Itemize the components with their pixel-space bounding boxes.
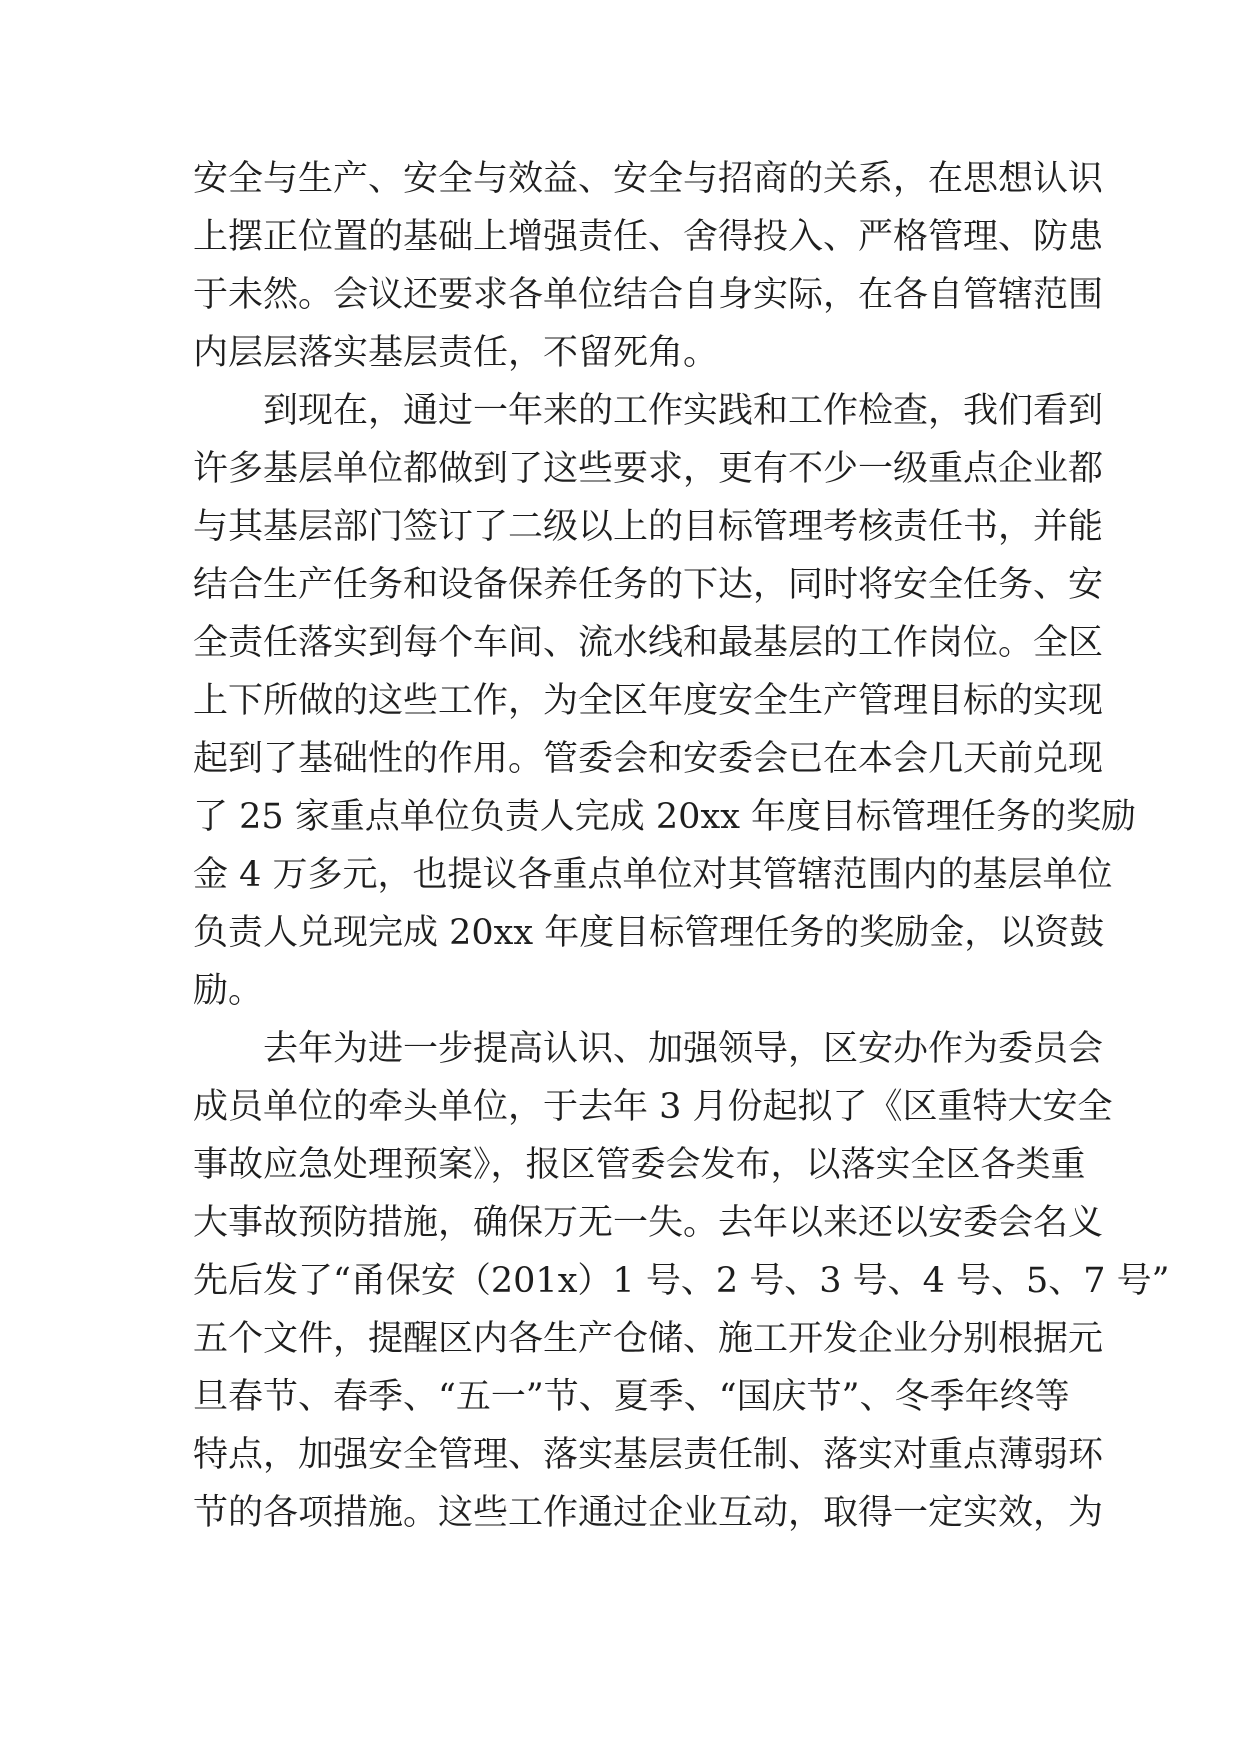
text-line: 先后发了“甬保安（201x）1 号、2 号、3 号、4 号、5、7 号” [193,1261,1170,1301]
text-line: 励。 [193,971,264,1011]
text-line: 许多基层单位都做到了这些要求，更有不少一级重点企业都 [193,449,1104,489]
text-line: 安全与生产、安全与效益、安全与招商的关系，在思想认识 [193,159,1104,199]
text-line: 全责任落实到每个车间、流水线和最基层的工作岗位。全区 [193,623,1104,663]
text-line: 上下所做的这些工作，为全区年度安全生产管理目标的实现 [193,681,1104,721]
text-line: 起到了基础性的作用。管委会和安委会已在本会几天前兑现 [193,739,1104,779]
text-line: 事故应急处理预案》，报区管委会发布，以落实全区各类重 [193,1145,1086,1185]
text-line: 结合生产任务和设备保养任务的下达，同时将安全任务、安 [193,565,1104,605]
text-line: 五个文件，提醒区内各生产仓储、施工开发企业分别根据元 [193,1319,1104,1359]
text-line: 与其基层部门签订了二级以上的目标管理考核责任书，并能 [193,507,1104,547]
text-line: 内层层落实基层责任，不留死角。 [193,333,719,373]
text-line: 上摆正位置的基础上增强责任、舍得投入、严格管理、防患 [193,217,1104,257]
paragraph-first-line: 去年为进一步提高认识、加强领导，区安办作为委员会 [263,1029,1104,1069]
text-line: 节的各项措施。这些工作通过企业互动，取得一定实效，为 [193,1493,1104,1533]
text-line: 特点，加强安全管理、落实基层责任制、落实对重点薄弱环 [193,1435,1104,1475]
text-line: 负责人兑现完成 20xx 年度目标管理任务的奖励金，以资鼓 [193,913,1105,953]
text-line: 旦春节、春季、“五一”节、夏季、“国庆节”、冬季年终等 [193,1377,1070,1417]
text-line: 于未然。会议还要求各单位结合自身实际，在各自管辖范围 [193,275,1104,315]
text-line: 金 4 万多元，也提议各重点单位对其管辖范围内的基层单位 [193,855,1113,895]
text-line: 成员单位的牵头单位，于去年 3 月份起拟了《区重特大安全 [193,1087,1113,1127]
body-text [193,150,1170,1542]
paragraph-first-line: 到现在，通过一年来的工作实践和工作检查，我们看到 [263,391,1104,431]
text-line: 大事故预防措施，确保万无一失。去年以来还以安委会名义 [193,1203,1104,1243]
text-line: 了 25 家重点单位负责人完成 20xx 年度目标管理任务的奖励 [193,797,1137,837]
